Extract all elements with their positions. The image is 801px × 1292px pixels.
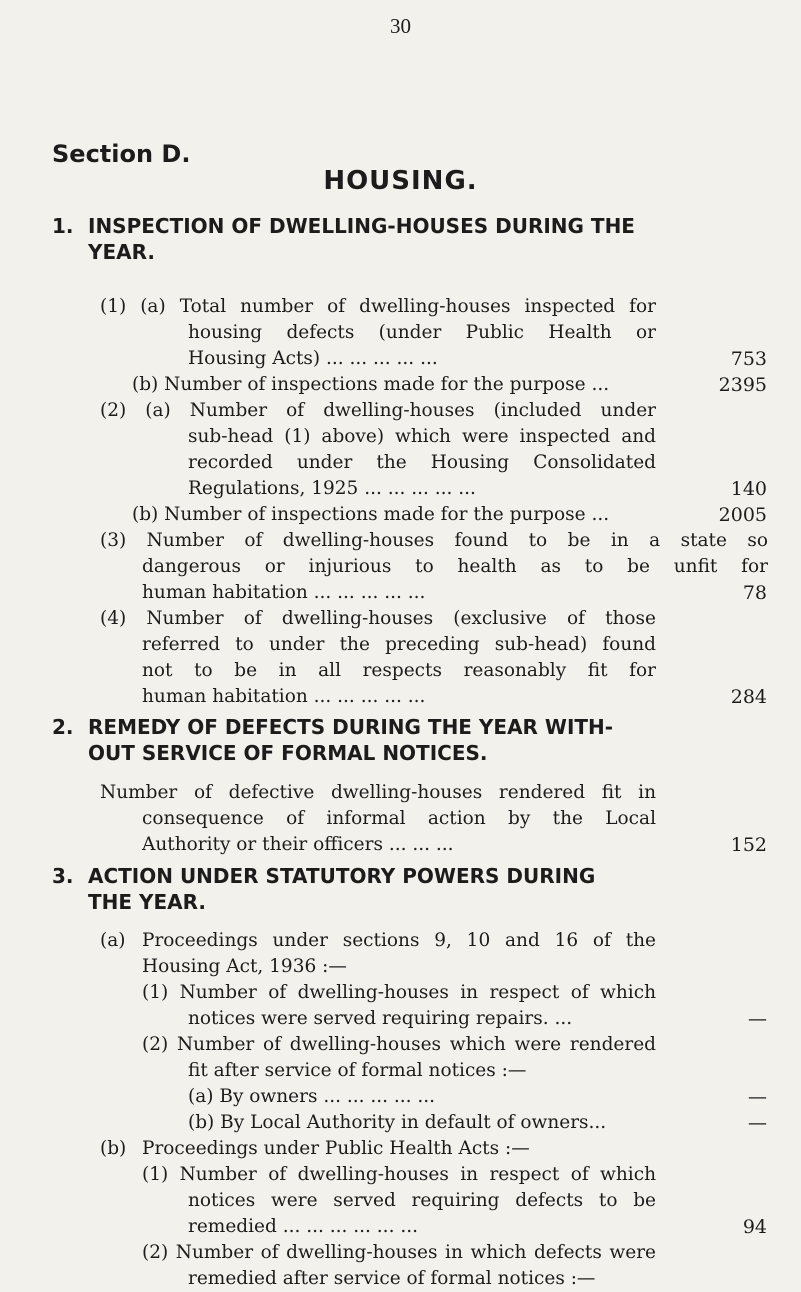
item-4-line: (4) Number of dwelling-houses (exclusive of those — [100, 608, 656, 629]
item-2a-line: (2) (a) Number of dwelling-houses (included under — [100, 400, 656, 421]
item-4-value: 284 — [730, 686, 767, 708]
sub-a2-line: fit after service of formal notices :— — [188, 1060, 527, 1081]
item-1a-line: (1) (a) Total number of dwelling-houses inspected for — [100, 296, 656, 317]
item-4-line: not to be in all respects reasonably fit for — [142, 660, 656, 681]
item-1b-value: 2395 — [718, 374, 767, 396]
heading-2-number: 2. — [52, 715, 74, 739]
item-2a-line: sub-head (1) above) which were inspected and — [188, 426, 656, 447]
sub-b-line: Proceedings under Public Health Acts :— — [142, 1138, 530, 1159]
item-3-value: 78 — [742, 582, 767, 604]
item-3-line: dangerous or injurious to health as to be unfit for — [142, 556, 768, 577]
item-2a-line: Regulations, 1925 ... ... ... ... ... — [188, 478, 476, 499]
item-2a-value: 140 — [730, 478, 767, 500]
item-1b-line: (b) Number of inspections made for the purpose ... — [132, 374, 610, 395]
remedy-value: 152 — [730, 834, 767, 856]
section-label: Section D. — [52, 140, 191, 168]
sub-a-line: Housing Act, 1936 :— — [142, 956, 347, 977]
item-2b-value: 2005 — [718, 504, 767, 526]
sub-a2b-value: — — [748, 1112, 767, 1134]
sub-a-label: (a) — [100, 930, 126, 951]
sub-b1-line: (1) Number of dwelling-houses in respect of which — [142, 1164, 656, 1185]
sub-a-line: Proceedings under sections 9, 10 and 16 of the — [142, 930, 656, 951]
item-3-line: (3) Number of dwelling-houses found to be in a state so — [100, 530, 768, 551]
sub-a1-line: (1) Number of dwelling-houses in respect of which — [142, 982, 656, 1003]
sub-b2-line: (2) Number of dwelling-houses in which defects were — [142, 1242, 656, 1263]
item-3-line: human habitation ... ... ... ... ... — [142, 582, 426, 603]
sub-a2b-line: (b) By Local Authority in default of owners... — [188, 1112, 607, 1133]
remedy-line: Authority or their officers ... ... ... — [142, 834, 454, 855]
sub-b2-line: remedied after service of formal notices :— — [188, 1268, 596, 1289]
page-number: 30 — [390, 14, 411, 38]
remedy-line: consequence of informal action by the Local — [142, 808, 656, 829]
heading-1-line-1: INSPECTION OF DWELLING-HOUSES DURING THE — [88, 214, 635, 238]
sub-a1-line: notices were served requiring repairs. ... — [188, 1008, 573, 1029]
sub-b1-line: remedied ... ... ... ... ... ... — [188, 1216, 418, 1237]
item-4-line: human habitation ... ... ... ... ... — [142, 686, 426, 707]
heading-2-line-1: REMEDY OF DEFECTS DURING THE YEAR WITH- — [88, 715, 614, 739]
item-2a-line: recorded under the Housing Consolidated — [188, 452, 656, 473]
heading-3-line-1: ACTION UNDER STATUTORY POWERS DURING — [88, 864, 596, 888]
heading-3-line-2: THE YEAR. — [88, 890, 206, 914]
page-title: HOUSING. — [323, 166, 478, 196]
sub-a2a-line: (a) By owners ... ... ... ... ... — [188, 1086, 436, 1107]
sub-a2-line: (2) Number of dwelling-houses which were rendered — [142, 1034, 656, 1055]
remedy-line: Number of defective dwelling-houses rendered fit in — [100, 782, 656, 803]
item-1a-value: 753 — [730, 348, 767, 370]
sub-a2a-value: — — [748, 1086, 767, 1108]
heading-1-line-2: YEAR. — [88, 240, 155, 264]
sub-a1-value: — — [748, 1008, 767, 1030]
sub-b-label: (b) — [100, 1138, 127, 1159]
sub-b1-value: 94 — [742, 1216, 767, 1238]
item-1a-line: Housing Acts) ... ... ... ... ... — [188, 348, 438, 369]
heading-2-line-2: OUT SERVICE OF FORMAL NOTICES. — [88, 741, 488, 765]
heading-1-number: 1. — [52, 214, 74, 238]
item-1a-line: housing defects (under Public Health or — [188, 322, 656, 343]
sub-b1-line: notices were served requiring defects to be — [188, 1190, 656, 1211]
item-2b-line: (b) Number of inspections made for the purpose ... — [132, 504, 610, 525]
item-4-line: referred to under the preceding sub-head) found — [142, 634, 656, 655]
heading-3-number: 3. — [52, 864, 74, 888]
